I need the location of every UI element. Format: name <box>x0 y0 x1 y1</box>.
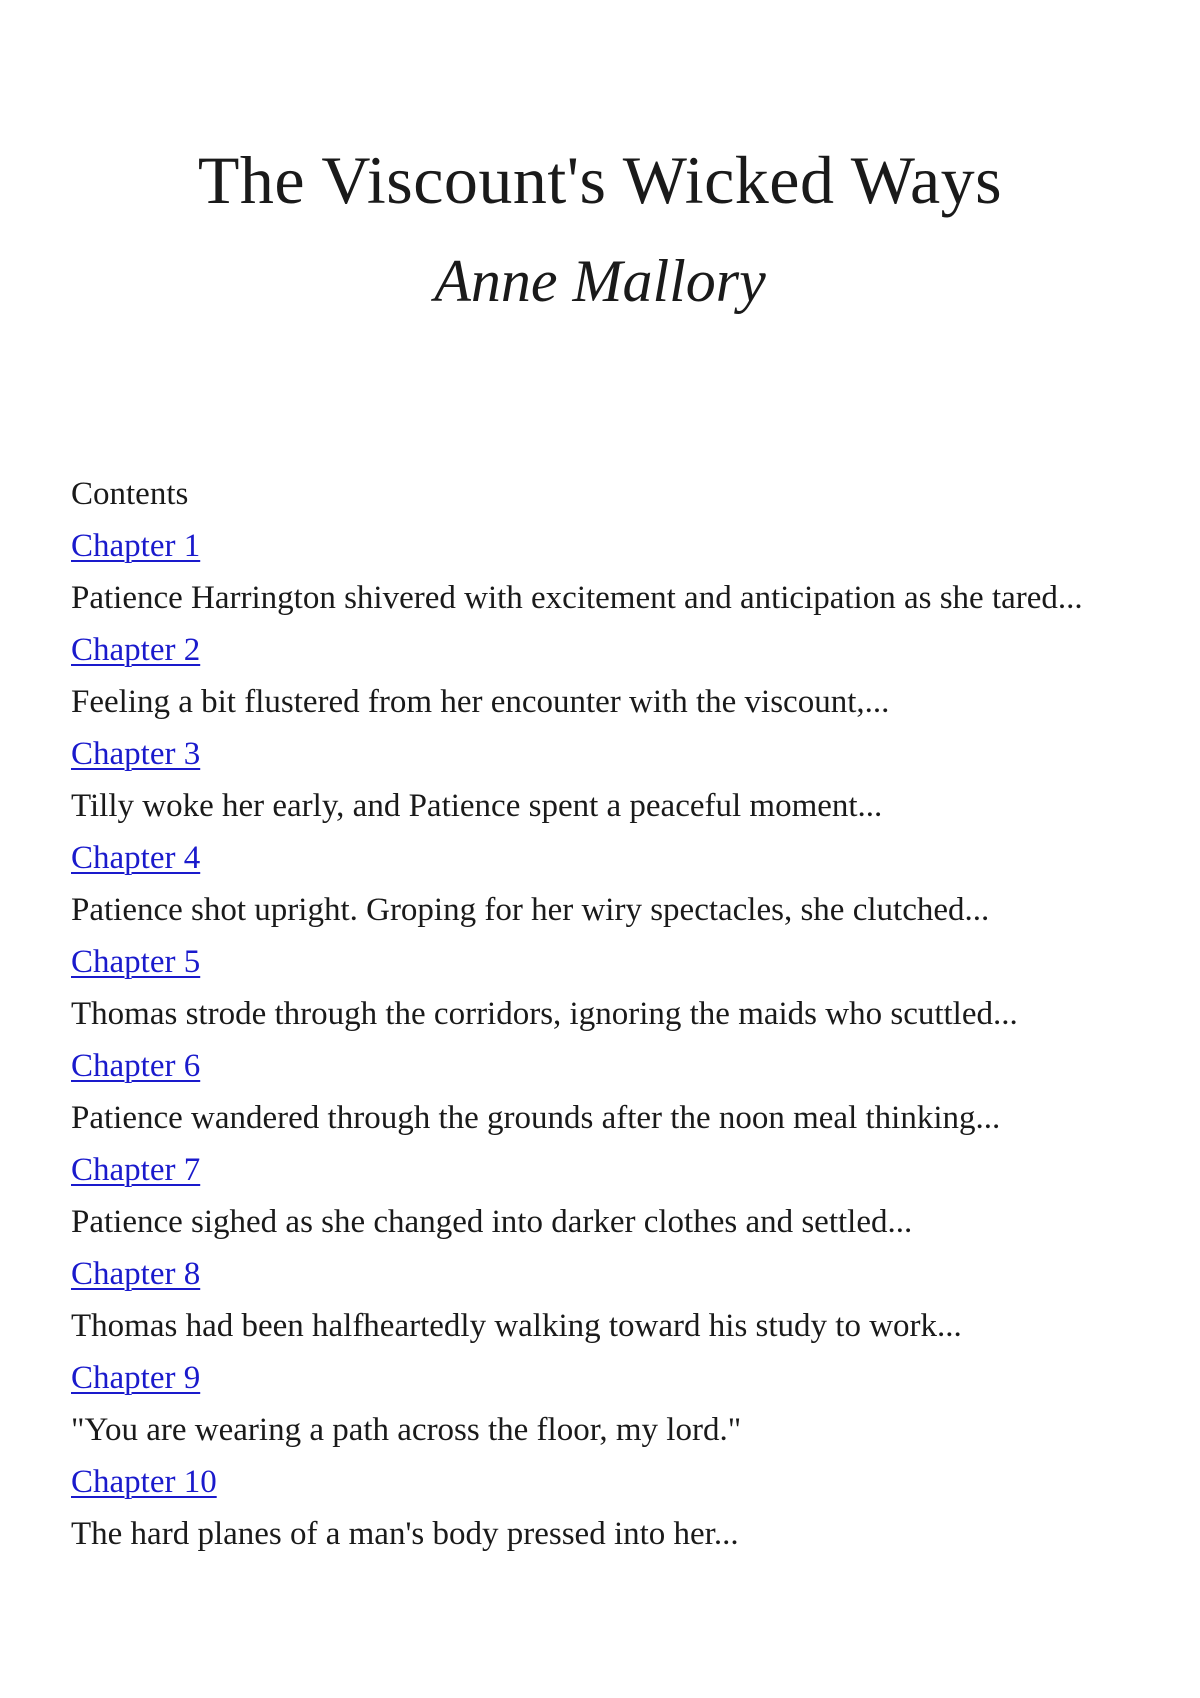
chapter-7-excerpt: Patience sighed as she changed into darker clothes and settled... <box>71 1204 913 1240</box>
toc-entry-chapter-1 <box>71 520 1151 624</box>
toc-heading: Contents <box>71 476 189 512</box>
toc-entry-chapter-5 <box>71 936 1151 1040</box>
book-title: The Viscount's Wicked Ways <box>197 142 1003 218</box>
chapter-10-link[interactable]: Chapter 10 <box>71 1464 217 1500</box>
toc-entry-chapter-3 <box>71 728 1151 832</box>
chapter-7-link[interactable]: Chapter 7 <box>71 1152 201 1188</box>
chapter-10-excerpt: The hard planes of a man's body pressed into her... <box>71 1516 739 1552</box>
chapter-5-link[interactable]: Chapter 5 <box>71 944 201 980</box>
toc-entry-chapter-9 <box>71 1352 1151 1456</box>
chapter-1-link[interactable]: Chapter 1 <box>71 528 201 564</box>
chapter-9-excerpt: "You are wearing a path across the floor, my lord." <box>71 1412 742 1448</box>
toc-entry-chapter-7 <box>71 1144 1151 1248</box>
chapter-2-link[interactable]: Chapter 2 <box>71 632 201 668</box>
chapter-8-link[interactable]: Chapter 8 <box>71 1256 201 1292</box>
toc-entry-chapter-10 <box>71 1456 1151 1560</box>
toc-entry-chapter-2 <box>71 624 1151 728</box>
chapter-1-excerpt: Patience Harrington shivered with excitement and anticipation as she tared... <box>71 580 1083 616</box>
chapter-6-link[interactable]: Chapter 6 <box>71 1048 201 1084</box>
toc-entry-chapter-4 <box>71 832 1151 936</box>
chapter-5-excerpt: Thomas strode through the corridors, ignoring the maids who scuttled... <box>71 996 1018 1032</box>
toc-entry-chapter-6 <box>71 1040 1151 1144</box>
table-of-contents <box>71 468 1151 1560</box>
book-author: Anne Mallory <box>434 248 766 314</box>
chapter-4-excerpt: Patience shot upright. Groping for her wiry spectacles, she clutched... <box>71 892 990 928</box>
chapter-3-link[interactable]: Chapter 3 <box>71 736 201 772</box>
chapter-9-link[interactable]: Chapter 9 <box>71 1360 201 1396</box>
chapter-8-excerpt: Thomas had been halfheartedly walking toward his study to work... <box>71 1308 962 1344</box>
toc-entry-chapter-8 <box>71 1248 1151 1352</box>
chapter-6-excerpt: Patience wandered through the grounds after the noon meal thinking... <box>71 1100 1001 1136</box>
chapter-2-excerpt: Feeling a bit flustered from her encounter with the viscount,... <box>71 684 890 720</box>
chapter-4-link[interactable]: Chapter 4 <box>71 840 201 876</box>
chapter-3-excerpt: Tilly woke her early, and Patience spent a peaceful moment... <box>71 788 883 824</box>
